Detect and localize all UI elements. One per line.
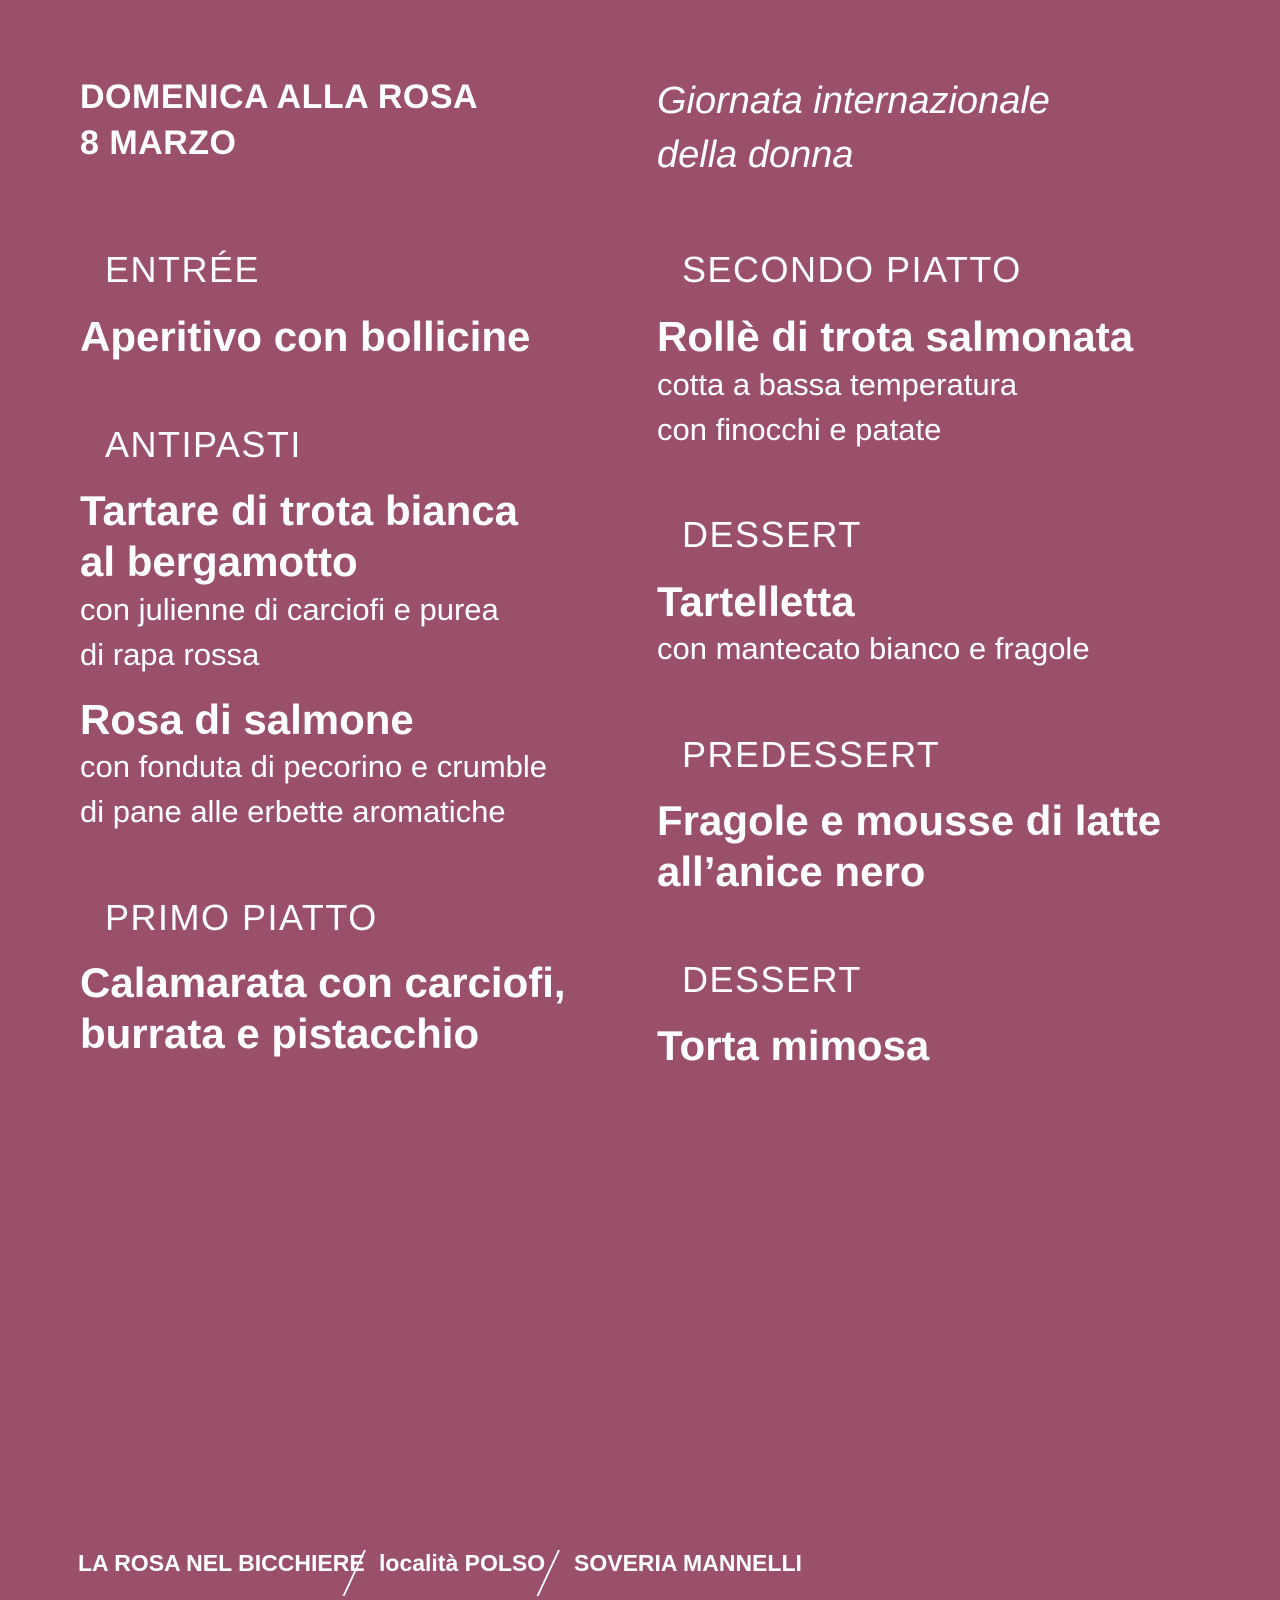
section-label-secondo: SECONDO PIATTO	[682, 249, 1022, 290]
dish-tartare	[80, 485, 518, 587]
dish-fragole-line2: all’anice nero	[657, 848, 926, 895]
section-label-entree: ENTRÉE	[105, 249, 261, 290]
section-label-dessert-1: DESSERT	[682, 514, 862, 555]
dish-rosa-di-salmone: Rosa di salmone	[80, 696, 414, 743]
dish-tartare-desc-line2: di rapa rossa	[80, 637, 260, 672]
section-label-predessert: PREDESSERT	[682, 734, 941, 775]
event-subtitle	[657, 74, 1050, 182]
event-title	[80, 74, 478, 166]
dish-tartare-description	[80, 587, 499, 677]
dish-rolle-desc-line1: cotta a bassa temperatura	[657, 367, 1018, 402]
dish-rolle: Rollè di trota salmonata	[657, 313, 1134, 360]
dish-aperitivo: Aperitivo con bollicine	[80, 313, 531, 360]
dish-fragole-line1: Fragole e mousse di latte	[657, 797, 1162, 844]
dish-tartare-desc-line1: con julienne di carciofi e purea	[80, 592, 499, 627]
dish-salmone-desc-line2: di pane alle erbette aromatiche	[80, 794, 506, 829]
dish-tartelletta: Tartelletta	[657, 578, 855, 625]
dish-calamarata	[80, 957, 566, 1059]
dish-tartare-line1: Tartare di trota bianca	[80, 487, 519, 534]
dish-calamarata-line2: burrata e pistacchio	[80, 1010, 480, 1057]
dish-rosa-di-salmone-description	[80, 744, 547, 834]
dish-tartare-line2: al bergamotto	[80, 538, 358, 585]
dish-rolle-description	[657, 362, 1017, 452]
section-label-dessert-2: DESSERT	[682, 959, 862, 1000]
footer-town: SOVERIA MANNELLI	[574, 1550, 802, 1576]
dish-torta-mimosa: Torta mimosa	[657, 1022, 930, 1069]
dish-salmone-desc-line1: con fonduta di pecorino e crumble	[80, 749, 548, 784]
section-label-antipasti: ANTIPASTI	[105, 424, 302, 465]
event-subtitle-line1: Giornata internazionale	[657, 80, 1050, 122]
dish-rolle-desc-line2: con finocchi e patate	[657, 412, 942, 447]
event-title-line1: DOMENICA ALLA ROSA	[80, 78, 479, 116]
section-label-primo: PRIMO PIATTO	[105, 897, 378, 938]
dish-fragole	[657, 795, 1161, 897]
footer-locality: località POLSO	[379, 1550, 546, 1576]
event-title-line2: 8 MARZO	[80, 124, 237, 162]
event-subtitle-line2: della donna	[657, 134, 854, 176]
footer-venue: LA ROSA NEL BICCHIERE	[78, 1550, 365, 1576]
dish-tartelletta-description: con mantecato bianco e fragole	[657, 631, 1090, 666]
dish-calamarata-line1: Calamarata con carciofi,	[80, 959, 566, 1006]
